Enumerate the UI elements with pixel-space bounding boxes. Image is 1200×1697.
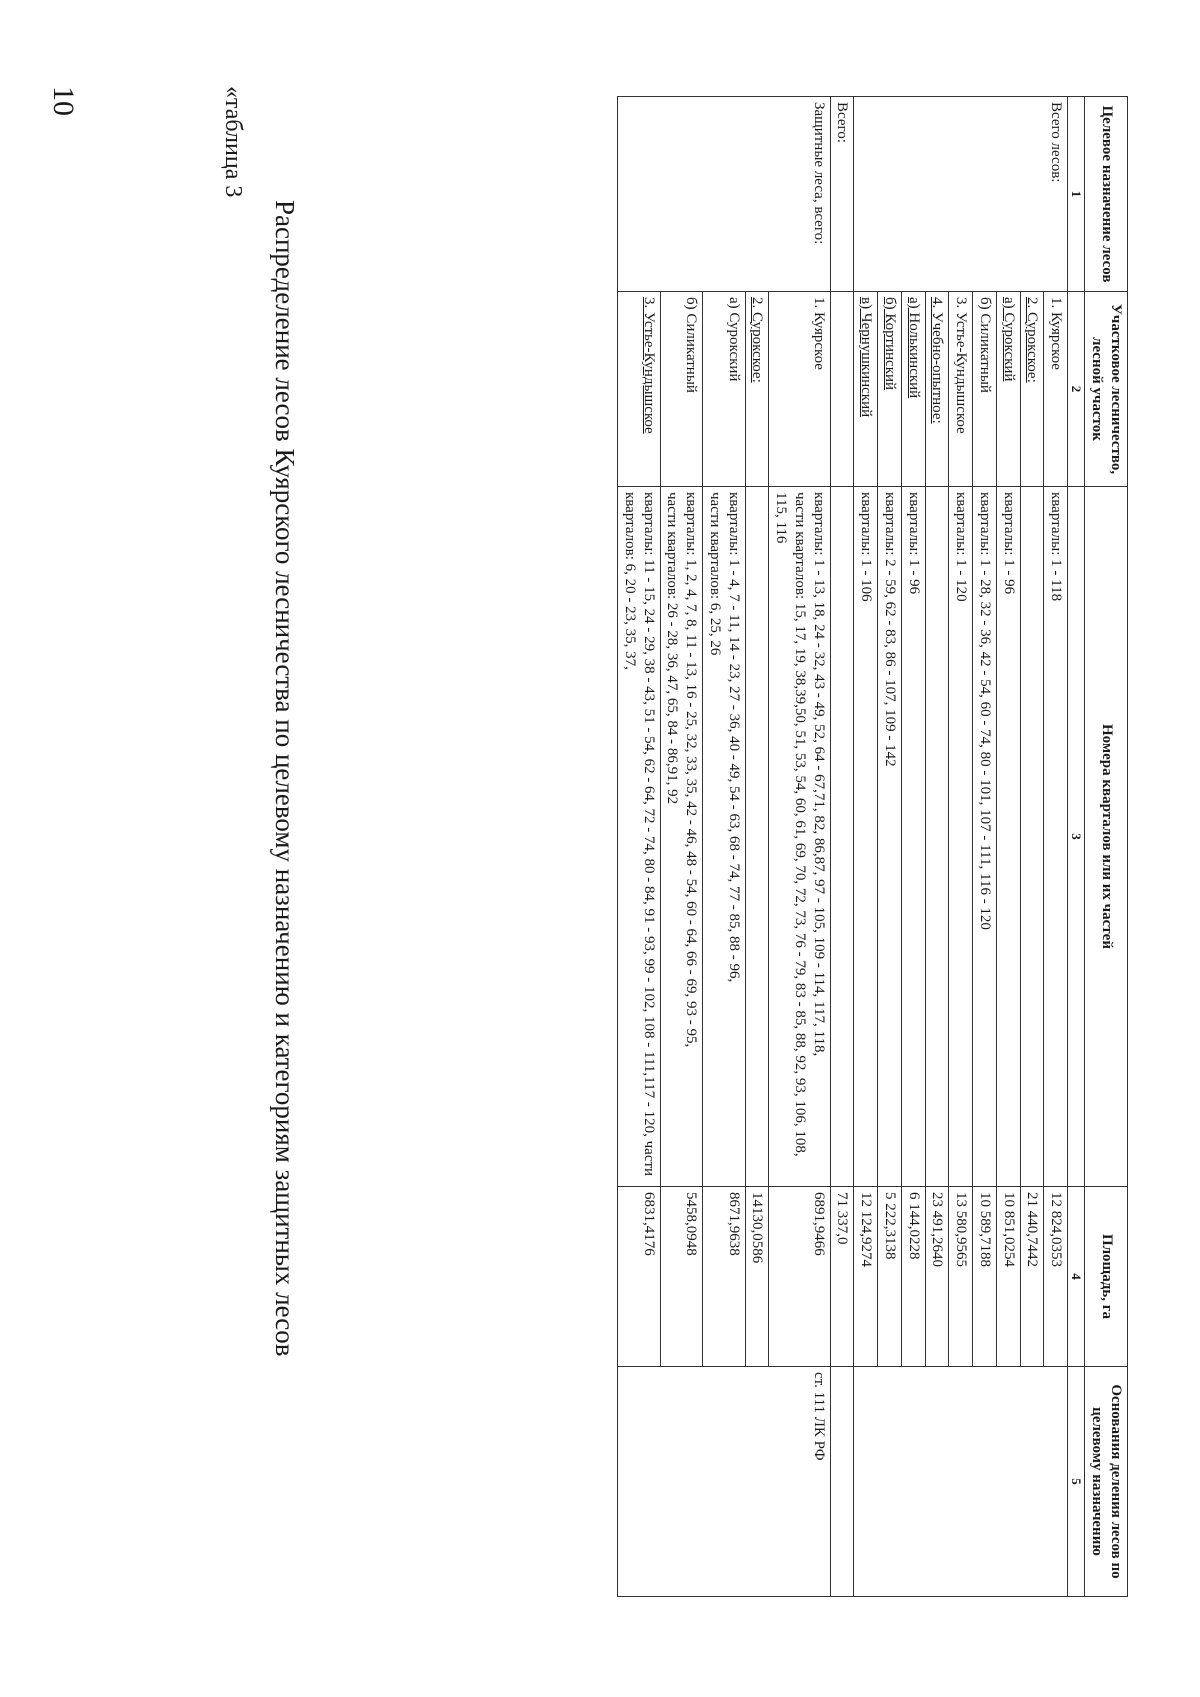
forest-distribution-table: [617, 96, 1128, 1597]
quarter-parts-list: части кварталов: 6, 25, 26: [707, 492, 723, 656]
basis-cell: [830, 1367, 854, 1597]
unit-cell: 2. Сурокское:: [745, 292, 769, 487]
quarters-cell: [830, 487, 854, 1187]
header-quarters: Номера кварталов или их частей: [1085, 487, 1128, 1187]
col-number: 5: [1068, 1367, 1085, 1597]
area-cell: 21 440,7442: [1020, 1187, 1044, 1367]
quarters-list: кварталы: 11 - 15, 24 - 29, 38 - 43, 51 - 54, 62 - 64, 72 - 74, 80 - 84, 91 - 93, 99 - 102, 108 - 111,117 - 120, части кварталов: 6, 20 - 23, 35, 37,: [622, 492, 657, 1177]
unit-cell: 3. Устье-Кундышское: [949, 292, 973, 487]
area-cell: 6 144,0228: [902, 1187, 926, 1367]
table-row: [1044, 97, 1068, 1597]
quarters-cell: кварталы: 2 - 59, 62 - 83, 86 - 107, 109 - 142: [878, 487, 902, 1187]
quarters-list: кварталы: 1 - 4, 7 - 11, 14 - 23, 27 - 36, 40 - 49, 54 - 63, 68 - 74, 77 - 85, 88 - 96,: [725, 492, 742, 983]
area-cell: 5 222,3138: [878, 1187, 902, 1367]
area-cell: 8671,9638: [703, 1187, 746, 1367]
quarters-cell: кварталы: 1 - 118: [1044, 487, 1068, 1187]
purpose-protective: Защитные леса, всего:: [618, 97, 831, 292]
header-purpose: Целевое назначение лесов: [1085, 97, 1128, 292]
quarters-cell: кварталы: 1 - 28, 32 - 36, 42 - 54, 60 - 74, 80 - 101, 107 - 111, 116 - 120: [973, 487, 997, 1187]
area-cell: 12 124,9274: [854, 1187, 878, 1367]
quarters-cell: [703, 487, 746, 1187]
rotated-table-container: [398, 96, 1128, 1596]
header-unit: Участковое лесничество, лесной участок: [1085, 292, 1128, 487]
unit-cell: в) Чернушкинский: [854, 292, 878, 487]
unit-cell: 3. Устье-Кундышское: [618, 292, 661, 487]
quarters-list: кварталы: 1, 2, 4, 7, 8, 11 - 13, 16 - 25, 32, 33, 35, 42 - 46, 48 - 54, 60 - 64, 66 - 69, 93 - 95,: [683, 492, 700, 1048]
quarters-cell: кварталы: 1 - 96: [997, 487, 1021, 1187]
quarters-cell: [618, 487, 661, 1187]
quarters-cell: [660, 487, 703, 1187]
header-basis: Основания деления лесов по целевому назначению: [1085, 1367, 1128, 1597]
quarters-cell: [1020, 487, 1044, 1187]
quarters-cell: [769, 487, 830, 1187]
table-row: [769, 97, 830, 1597]
unit-cell: а) Нолькинский: [902, 292, 926, 487]
quarter-parts-list: части кварталов: 15, 17, 19, 38,39,50, 51, 53, 54, 60, 61, 69, 70, 72, 73, 76 - 79, 83 - 85, 88, 92, 93, 106, 108, 115, 116: [773, 492, 808, 1157]
col-number: 2: [1068, 292, 1085, 487]
table-label: «таблица 3: [220, 86, 246, 198]
unit-cell: 1. Куярское: [1044, 292, 1068, 487]
page-number: 10: [47, 86, 80, 116]
quarters-cell: кварталы: 1 - 106: [854, 487, 878, 1187]
quarters-cell: кварталы: 1 - 96: [902, 487, 926, 1187]
area-cell: 23 491,2640: [925, 1187, 949, 1367]
unit-cell: б) Силикатный: [973, 292, 997, 487]
total-area: 71 337,0: [830, 1187, 854, 1367]
unit-cell: 4. Учебно-опытное:: [925, 292, 949, 487]
unit-cell: 1. Куярское: [769, 292, 830, 487]
column-number-row: [1068, 97, 1085, 1597]
area-cell: 12 824,0353: [1044, 1187, 1068, 1367]
quarters-cell: [745, 487, 769, 1187]
area-cell: 6891,9466: [769, 1187, 830, 1367]
col-number: 4: [1068, 1187, 1085, 1367]
total-row: [830, 97, 854, 1597]
header-area: Площадь, га: [1085, 1187, 1128, 1367]
area-cell: 10 851,0254: [997, 1187, 1021, 1367]
area-cell: 14130,0586: [745, 1187, 769, 1367]
total-label: Всего:: [830, 97, 854, 292]
basis-cell: ст. 111 ЛК РФ: [618, 1367, 831, 1597]
unit-cell: а) Сурокский: [703, 292, 746, 487]
basis-cell: [854, 1367, 1068, 1597]
col-number: 3: [1068, 487, 1085, 1187]
area-cell: 13 580,9565: [949, 1187, 973, 1367]
quarters-cell: [925, 487, 949, 1187]
purpose-all-forests: Всего лесов:: [854, 97, 1068, 292]
unit-cell: 2. Сурокское:: [1020, 292, 1044, 487]
document-title: Распределение лесов Куярского лесничества по целевому назначению и категориям защитных лесов: [270, 200, 300, 1357]
quarters-cell: кварталы: 1 - 120: [949, 487, 973, 1187]
area-cell: 6831,4176: [618, 1187, 661, 1367]
quarters-list: кварталы: 1 - 13, 18, 24 - 32, 43 - 49, 52, 64 - 67,71, 82, 86,87, 97 - 105, 109 - 114, 117, 118,: [810, 492, 827, 1057]
unit-cell: [830, 292, 854, 487]
header-row: [1085, 97, 1128, 1597]
quarter-parts-list: части кварталов: 26 - 28, 36, 47, 65, 84 - 86,91, 92: [664, 492, 681, 805]
unit-cell: б) Кортинский: [878, 292, 902, 487]
unit-cell: б) Силикатный: [660, 292, 703, 487]
area-cell: 10 589,7188: [973, 1187, 997, 1367]
col-number: 1: [1068, 97, 1085, 292]
area-cell: 5458,0948: [660, 1187, 703, 1367]
unit-cell: а) Сурокский: [997, 292, 1021, 487]
